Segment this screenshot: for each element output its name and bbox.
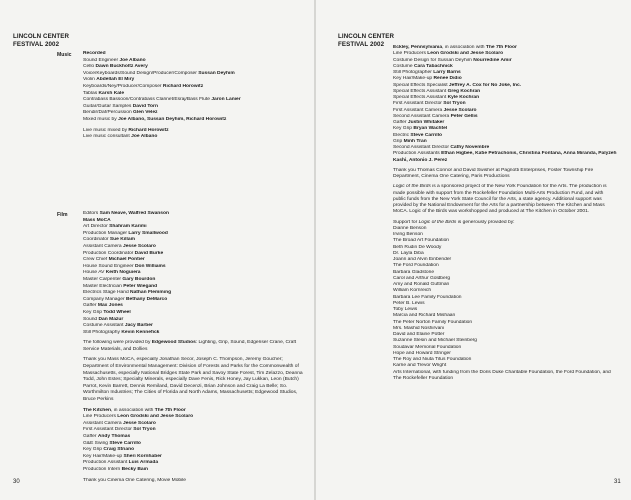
credit-role: Cello bbox=[83, 64, 96, 70]
music-credit-row bbox=[83, 117, 308, 124]
festival-header: LINCOLN CENTER FESTIVAL 2002 bbox=[13, 33, 70, 48]
supporter-item: Dianne Benson bbox=[393, 225, 427, 231]
supporter-item: The Ford Foundation bbox=[393, 263, 439, 269]
film-credit-row bbox=[83, 317, 308, 324]
kitchen-credit-row bbox=[83, 447, 308, 454]
music-credit-row bbox=[83, 71, 308, 78]
credit-name: Kevin Kennefick bbox=[121, 329, 160, 335]
credit-role: House Sound Engineer bbox=[83, 263, 135, 269]
kitchen-credit-row bbox=[83, 414, 308, 421]
credit-role: Production Manager bbox=[83, 230, 129, 236]
credit-name: Leon Grodski and Jesse Scolaro bbox=[427, 51, 504, 57]
sponsorship-paragraph: Logic of the Birds is a sponsored project of the New York Foundation for the Arts. The production is made possible with support from the Rockefeller Foundation Multi-Arts Production Fund, and with public funds from the New York State Council for the Arts, a state agency. Additional support was provided by the National Endowment for the Arts for a partnership between The Kitchen and Mass MoCA. Logic of the Birds was workshopped and produced at The Kitchen in October 2001. bbox=[393, 184, 607, 215]
credit-name: Dan Mazur bbox=[98, 316, 124, 322]
kitchen-credit-row bbox=[83, 454, 308, 461]
credit-name: Sol Tryon bbox=[133, 427, 156, 433]
credit-role: House AV bbox=[83, 270, 106, 276]
credit-role: First Assistant Camera bbox=[393, 107, 444, 113]
credit-role: Keyboards/Ney/Producer/Composer bbox=[83, 83, 163, 89]
credit-role: Voice/Keyboards/Sound Design/Producer/Composer bbox=[83, 70, 199, 76]
credit-role: Live music mixed by bbox=[83, 127, 129, 133]
supporter-item: Amy and Ronald Guttman bbox=[393, 282, 450, 287]
credit-role: Assistant Camera bbox=[83, 420, 123, 426]
credit-name: Larry Barns bbox=[433, 70, 461, 75]
credit-role: Company Manager bbox=[83, 296, 126, 302]
kitchen-credit-row bbox=[83, 434, 308, 441]
credit-role: Costume bbox=[393, 63, 414, 69]
credit-role: Bendir/Daf/Percussion bbox=[83, 110, 134, 116]
credit-name: Justin Whitaker bbox=[407, 120, 445, 125]
credit-name: Sheri Kornhaber bbox=[123, 453, 162, 459]
credit-role: Line Producers bbox=[83, 414, 118, 420]
credit-role: Master Electrician bbox=[83, 283, 124, 289]
kitchen-credit-row bbox=[83, 467, 308, 474]
supporter-item: Soudavar Memorial Foundation bbox=[393, 344, 462, 350]
credit-name: Jesse Scolaro bbox=[122, 420, 156, 426]
film-credit-row bbox=[83, 231, 308, 238]
credit-role: Costume Assistant bbox=[83, 323, 125, 329]
credit-role: Production Coordinator bbox=[83, 250, 135, 256]
credit-name: Becky Bain bbox=[121, 466, 148, 472]
credit-role: Art Director bbox=[83, 224, 110, 230]
credit-role: G&E Swing bbox=[83, 440, 110, 446]
credit-name: Glen Velez bbox=[133, 110, 158, 116]
credit-name: Cathy Novembre bbox=[450, 145, 490, 150]
supporter-list bbox=[393, 226, 617, 370]
credit-name: Jeffrey A. Cox for No Joke, Inc. bbox=[448, 82, 522, 88]
credit-role: Key Grip bbox=[83, 447, 104, 453]
credit-role: Costume Design for Sussan Deyhim bbox=[393, 57, 474, 63]
recorded-heading: Recorded bbox=[83, 51, 106, 56]
credit-name: Jesse Scolaro bbox=[122, 243, 156, 249]
live-credit-list bbox=[83, 128, 308, 141]
music-credit-row bbox=[83, 104, 308, 111]
festival-header-right: LINCOLN CENTER FESTIVAL 2002 bbox=[338, 33, 395, 48]
film-credit-row bbox=[83, 277, 308, 284]
music-credit-row bbox=[83, 97, 308, 104]
credit-role: Guitar/Guitar Samples bbox=[83, 103, 133, 109]
supporter-item: Carol and Arthur Goldberg bbox=[393, 275, 451, 281]
credit-role: Gaffer bbox=[393, 120, 408, 125]
film-credit-row bbox=[83, 310, 308, 317]
music-credit-row bbox=[83, 77, 308, 84]
credit-name: David Burke bbox=[134, 250, 164, 256]
right-page bbox=[316, 0, 631, 500]
music-credit-row bbox=[83, 58, 308, 65]
credit-name: Nathan Flemming bbox=[130, 290, 172, 296]
credit-role: Production Assistant bbox=[83, 460, 129, 466]
supporter-item: The Peter Norton Family Foundation bbox=[393, 319, 473, 325]
credit-role: Coordinator bbox=[83, 237, 110, 243]
film-credit-row bbox=[83, 224, 308, 231]
credit-name: Shahram Karimi bbox=[109, 224, 147, 230]
credit-role: Special Effects Specialist bbox=[393, 82, 449, 88]
kitchen-credit-row bbox=[83, 441, 308, 448]
credit-name: Sol Tryon bbox=[443, 101, 466, 107]
credit-role: Production Intern bbox=[83, 466, 122, 472]
credit-name: Jacy Barber bbox=[124, 323, 153, 329]
film-label: Film bbox=[57, 212, 68, 218]
mass-moca-thanks: Thank you Mass MoCA, especially Jonathan Secor, Joseph C. Thompson, Jeremy Goucher; Department of Environmental Management: Division of Forests and Parks for the Commonwealth of Massachusetts, especially National Bridges State Park and Savoy State Forest, Tim Zelazzo, Deanna Todd, John Estes; Specialty Minerals, especially Dave Fenis, Rick Honey, Jay Lukkan, Leon (Butch) Parrot, Kevin Barrett, Dennis Remiland, David Decenzi, Brian Johnson and Craig La Belle; So. Worthmilton Industries; The Cities of Florida and North Adams, Massachusetts; Edgewood Studios, Bruce Perkins bbox=[83, 357, 303, 403]
credit-role: Gaffer bbox=[83, 434, 98, 439]
supporter-item: Mrs. Mashid Noshirvani bbox=[393, 325, 445, 331]
credit-name: Sussan Deyhim bbox=[198, 70, 235, 76]
credit-role: Special Effects Assistant bbox=[393, 95, 448, 100]
supporter-item: The Broad Art Foundation bbox=[393, 238, 450, 244]
supporter-item: Barbara Lee Family Foundation bbox=[393, 294, 462, 300]
credit-role: Violin bbox=[83, 77, 97, 83]
credit-name: Steve Carrillo bbox=[109, 440, 141, 446]
film-credit-row bbox=[83, 290, 308, 297]
eckley-thanks: Thank you Thomas Connor and David Swisher at Pagnotti Enterprises, Foster Township Fire Department, Cinema One Catering, Paris Productions bbox=[393, 167, 594, 179]
film-credit-row bbox=[83, 303, 308, 310]
credit-name: Craig Striano bbox=[103, 447, 135, 453]
credit-role: Electric bbox=[393, 132, 411, 138]
film-credit-row bbox=[83, 323, 308, 330]
music-credit-row bbox=[83, 84, 308, 91]
credit-name: Andy Thomas bbox=[97, 434, 131, 439]
credit-role: First Assistant Director bbox=[393, 101, 444, 107]
credit-name: Peter Wiegand bbox=[123, 283, 158, 289]
supporter-item: Toby Lewis bbox=[393, 307, 418, 312]
film-credit-list bbox=[83, 224, 308, 336]
credit-name: Cara Tabachnick bbox=[413, 63, 453, 69]
credit-role: Mixed music by bbox=[83, 116, 119, 122]
supporter-item: Karrie and Trevor Wright bbox=[393, 363, 447, 369]
left-page bbox=[0, 0, 315, 500]
supporter-item: Hope and Howard Stringer bbox=[393, 350, 451, 356]
credit-name: Luis Armada bbox=[128, 460, 159, 466]
credit-name: Greg Kochran bbox=[447, 88, 481, 94]
supporter-item: The Roy and Niuta Titus Foundation bbox=[393, 357, 472, 362]
eckley-credit-list bbox=[393, 51, 617, 151]
kitchen-credit-row bbox=[83, 421, 308, 428]
music-label: Music bbox=[57, 52, 72, 58]
supporter-item: William Kornreich bbox=[393, 288, 432, 294]
kitchen-credit-row bbox=[83, 460, 308, 467]
credit-name: Sue Killam bbox=[109, 237, 135, 243]
music-credit-list bbox=[83, 58, 308, 124]
credit-role: Special Effects Assistant bbox=[393, 88, 448, 94]
supporter-item: Joann and Alvin Einbender bbox=[393, 257, 452, 262]
credit-role: Contrabass Bassoon/Contrabass Clarinet/Esraj/Bass Flute bbox=[83, 97, 212, 103]
film-credit-row bbox=[83, 284, 308, 291]
film-credit-row bbox=[83, 244, 308, 251]
editors-credit: Editors Sam Neave, Walfred Swanson bbox=[83, 211, 169, 216]
credit-name: Larry Smallwood bbox=[128, 230, 168, 236]
credit-name: Richard Horowitz bbox=[128, 127, 169, 133]
production-assistants: Production Assistants Ethan Higbee, Katie Petrachonis, Christina Fontana, Anna Miranda, Palyzeh Kashi, Antonio J. Perez bbox=[393, 151, 617, 163]
credit-name: Jesse Scolaro bbox=[443, 107, 477, 113]
credit-name: Joe Albano bbox=[131, 134, 158, 140]
supporter-item: Suzanne Slesin and Michael Steinberg bbox=[393, 338, 478, 344]
credit-role: Key Grip bbox=[83, 309, 104, 315]
donated-note: The following were provided by Edgewood Studios: Lighting, Grip, Sound, Edgeriser Crane, Craft Service Materials, and Dollies bbox=[83, 340, 297, 352]
kitchen-heading: The Kitchen, in association with The 7th Floor bbox=[83, 407, 186, 413]
credit-role: Master Carpenter bbox=[83, 276, 123, 282]
credit-name: Nourredine Amir bbox=[473, 57, 512, 63]
right-credits bbox=[393, 45, 617, 382]
credit-name: Max Jones bbox=[97, 303, 123, 309]
credit-role: Still Photography bbox=[83, 329, 122, 335]
credit-role: Key Grip bbox=[393, 126, 414, 132]
credit-name: Abdellah El Miry bbox=[96, 77, 135, 83]
credit-role: Tablas bbox=[83, 90, 99, 96]
credit-name: Kyle Kochran bbox=[447, 95, 480, 100]
credit-name: Peter Gellis bbox=[450, 113, 478, 119]
film-credits bbox=[83, 211, 308, 484]
credit-role: Key Hair/Make-up bbox=[393, 76, 434, 82]
film-credit-row bbox=[83, 330, 308, 337]
credit-role: Live music consultant bbox=[83, 134, 132, 140]
credit-name: Renee Didio bbox=[433, 76, 462, 82]
supporter-item: Irving Benson bbox=[393, 232, 423, 237]
music-credits bbox=[83, 51, 308, 141]
credit-name: Karsh Kale bbox=[98, 90, 125, 96]
film-credit-row bbox=[83, 251, 308, 258]
eckley-heading: Eckley, Pennsylvania, in association with The 7th Floor bbox=[393, 45, 517, 50]
credit-name: Dawn Buckholtz Avery bbox=[95, 64, 148, 70]
film-credit-row bbox=[83, 270, 308, 277]
credit-role: Electrics Stage Hand bbox=[83, 290, 131, 296]
credit-name: Bryan Wachtel bbox=[413, 126, 448, 132]
credit-name: Joe Albano, Sussan Deyhim, Richard Horowitz bbox=[118, 116, 227, 122]
credit-name: Keith Noguiera bbox=[105, 270, 141, 276]
credit-role: Second Assistant Director bbox=[393, 145, 451, 150]
credit-role: Grip bbox=[393, 138, 404, 144]
credit-name: Don Williams bbox=[134, 263, 166, 269]
credit-name: Michael Pontier bbox=[108, 257, 145, 263]
supporter-item: Marcia and Richard Mishaan bbox=[393, 313, 456, 319]
supporter-item: Dr. Layla Diba bbox=[393, 250, 424, 256]
film-credit-row bbox=[83, 264, 308, 271]
credit-name: Jaron Lanier bbox=[211, 97, 241, 103]
credit-role: Assistant Camera bbox=[83, 243, 123, 249]
mass-moca-heading: Mass MoCA bbox=[83, 217, 111, 223]
supporter-item: Peter B. Lewis bbox=[393, 300, 425, 306]
final-support: Arts International, with funding from the Doris Duke Charitable Foundation, the Ford Foundation, and The Rockefeller Foundation bbox=[393, 369, 611, 381]
credit-role: Line Producers bbox=[393, 51, 428, 57]
kitchen-credit-list bbox=[83, 414, 308, 473]
credit-name: David Torn bbox=[132, 103, 158, 109]
page-number-right: 31 bbox=[614, 479, 621, 485]
credit-name: Steve Carrillo bbox=[410, 132, 442, 138]
supporter-item: Beth Rudin De Woody bbox=[393, 244, 442, 250]
supporter-item: David and Elaine Potter bbox=[393, 332, 445, 337]
film-credit-row bbox=[83, 257, 308, 264]
film-credit-row bbox=[83, 237, 308, 244]
credit-role: Gaffer bbox=[83, 303, 98, 309]
credit-role: Second Assistant Camera bbox=[393, 113, 451, 119]
music-credit-row bbox=[83, 64, 308, 71]
music-credit-row bbox=[83, 91, 308, 98]
live-credit-row bbox=[83, 128, 308, 135]
credit-role: Still Photographer bbox=[393, 70, 434, 75]
kitchen-thanks: Thank you Cinema One Catering, Movie Mobile bbox=[83, 477, 187, 483]
page-number-left: 30 bbox=[13, 479, 20, 485]
credit-name: Bethany DeMarco bbox=[125, 296, 168, 302]
credit-name: Richard Horowitz bbox=[162, 83, 204, 89]
credit-role: Key Hair/Make-up bbox=[83, 453, 124, 459]
credit-name: Minh Tran bbox=[403, 138, 427, 144]
music-credit-row bbox=[83, 110, 308, 117]
credit-role: Crew Chief bbox=[83, 257, 109, 263]
supporter-item: Barbara Gladstone bbox=[393, 269, 435, 275]
kitchen-credit-row bbox=[83, 427, 308, 434]
credit-name: Todd Wheel bbox=[103, 309, 131, 315]
support-heading: Support for Logic of the Birds is generously provided by: bbox=[393, 219, 515, 225]
credit-name: Joe Albano bbox=[119, 57, 146, 63]
credit-role: First Assistant Director bbox=[83, 427, 134, 433]
live-credit-row bbox=[83, 134, 308, 141]
credit-role: Sound bbox=[83, 316, 99, 322]
credit-role: Sound Engineer bbox=[83, 57, 120, 63]
credit-name: Gary Bourdon bbox=[122, 276, 156, 282]
film-credit-row bbox=[83, 297, 308, 304]
credit-name: Leon Grodski and Jesse Scolaro bbox=[117, 414, 194, 420]
